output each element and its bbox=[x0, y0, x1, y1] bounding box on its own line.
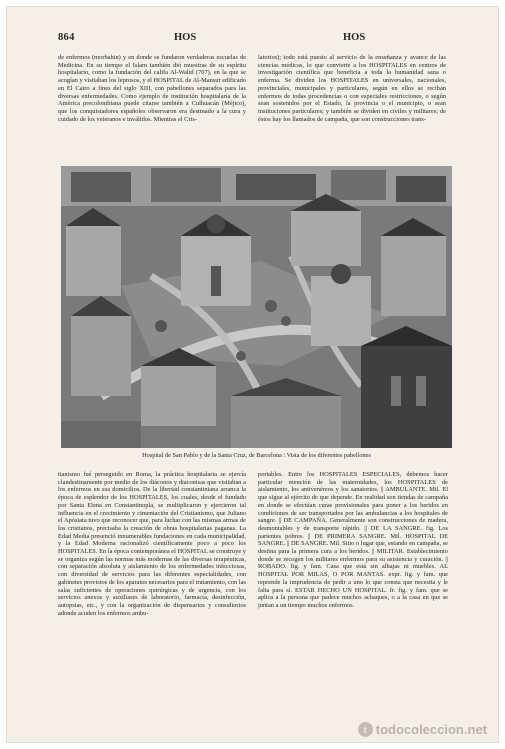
encyclopedia-page bbox=[6, 6, 499, 743]
figure-caption: Hospital de San Pablo y de la Santa Cruz, de Barcelona : Vista de los diferentes pabellones bbox=[142, 452, 371, 459]
site-watermark: t todocoleccion . net bbox=[358, 722, 487, 737]
watermark-suffix: net bbox=[467, 722, 487, 737]
watermark-brand: todocoleccion bbox=[375, 722, 464, 737]
watermark-logo-icon: t bbox=[358, 722, 373, 737]
paragraph-top-left: de enfermos (morbahin) y en donde se fundaron verdaderas escuelas de Medicina. En su tiempo el Islam también dió muestras de su espíritu hospitalario, como la fundación del califa Al-Walid (707), en la que se acogían y visitaban los leprosos, y el HOSPITAL de Al-Mansur edificado en El Cairo a fines del siglo XIII, con pabellones separados para las diversas enfermedades. Como ejemplo de institución hospitalaria de la América precolombiana puede citarse también a Culhuacán (Méjico), que los conquistadores españoles observaron era destinado a la cura y cuidado de los veteranos e inválidos. Mientras el Cris- bbox=[58, 54, 246, 123]
paragraph-bottom-right: portables. Entre los HOSPITALES ESPECIALES, debemos hacer particular mención de las maternidades, los HOSPITALES de aislamiento, los antivenéreos y los sanatorios. || AMBULANTE. Mil. El que sigue al ejército de que depende. En realidad son tiendas de campaña en donde se efectúan curas provisionales para poner a los heridos en condiciones de ser transportados por las ambulancias a los hospitales de sangre. || DE CAMPAÑA. Generalmente son construcciones de madera, desmontables y de transporte rápido. || DE LA SANGRE. fig. Los parientes pobres. || DE PRIMERA SANGRE. Mil. HOSPITAL DE SANGRE. || DE SANGRE. Mil. Sitio o lugar que, estando en campaña, se destina para la primera cura a los heridos. || MILITAR. Establecimiento donde se recogen los militares enfermos para su asistencia y curación. || ROBADO. fig. y fam. Casa que está sin alhajas ni muebles. AL HOSPITAL POR MILAS, O POR MANTAS. expr. fig. y fam. que reprende la imprudencia de pedir a uno lo que consta que necesita y le falta para sí. ESTAR HECHO UN HOSPITAL. fr. fig. y fam. que se aplica a la persona que padece muchos achaques, o a la casa en que se juntan a un tiempo muchos enfermos. bbox=[258, 471, 448, 609]
text-column-top-right bbox=[258, 54, 446, 164]
page-number: 864 bbox=[58, 32, 75, 43]
hospital-aerial-illustration bbox=[61, 166, 452, 448]
hospital-photograph bbox=[61, 166, 452, 448]
running-head-right: HOS bbox=[343, 32, 366, 43]
text-column-bottom-left bbox=[58, 471, 246, 723]
text-column-bottom-right bbox=[258, 471, 448, 723]
page-header bbox=[6, 32, 499, 46]
running-head-left: HOS bbox=[174, 32, 197, 43]
text-column-top-left bbox=[58, 54, 246, 164]
paragraph-bottom-left: tianismo fué perseguido en Roma, la práctica hospitalaria se ejercía clandestinamente por medio de los diáconos y diaconisas que visitaban a los enfermos en sus domicilios. De la libertad constantiniana arranca la época de esplendor de los HOSPITALES, los cuales, desde el fundado por Santa Elena en Constantinopla, se multiplicaron y ejercieron tal influencia en el crecimiento y cimentación del Cristianismo, que Juliano el Apóstata tuvo que reconocer que, para luchar con las mismas armas de los cristianos, precisaba la creación de obras hospitalarias paganas. La Edad Media presenció innumerables fundaciones en cada municipalidad, y la Edad Moderna racionalizó científicamente poco a poco los HOSPITALES. En la época contemporánea el HOSPITAL se construye y se organiza según las normas más modernas de las diversas terapéuticas, con separación absoluta y aislamiento de los enfermedades infecciosas, con diversidad de servicios para las diferentes especialidades, con gabinetes provistos de los aparatos necesarios para el tratamiento, con las salas suficientes de operaciones quirúrgicas y de urgencia, con los servicios anexos y auxiliares de laboratorio, farmacia, desinfección, autopsias, etc., y con la organización de dispensarios y consultorios adonde acuden los enfermos ambu- bbox=[58, 471, 246, 617]
paragraph-top-right: latorios); todo está puesto al servicio de la enseñanza y avance de las ciencias médicas, lo que convierte a los HOSPITALES en centros de investigación científica que beneficia a toda la humanidad sana o enferma. Se dividen los HOSPITALES en universales, nacionales, provinciales, municipales y particulares, según en ellos se reciban enfermos de todas procedencias o con especiales restricciones, o según sean sostenidos por el Estado, la provincia o el municipio, o sean instituciones particulares; y también se dividen en civiles y militares; de éstos hay los llamados de campaña, que son construcciones trans- bbox=[258, 54, 446, 123]
